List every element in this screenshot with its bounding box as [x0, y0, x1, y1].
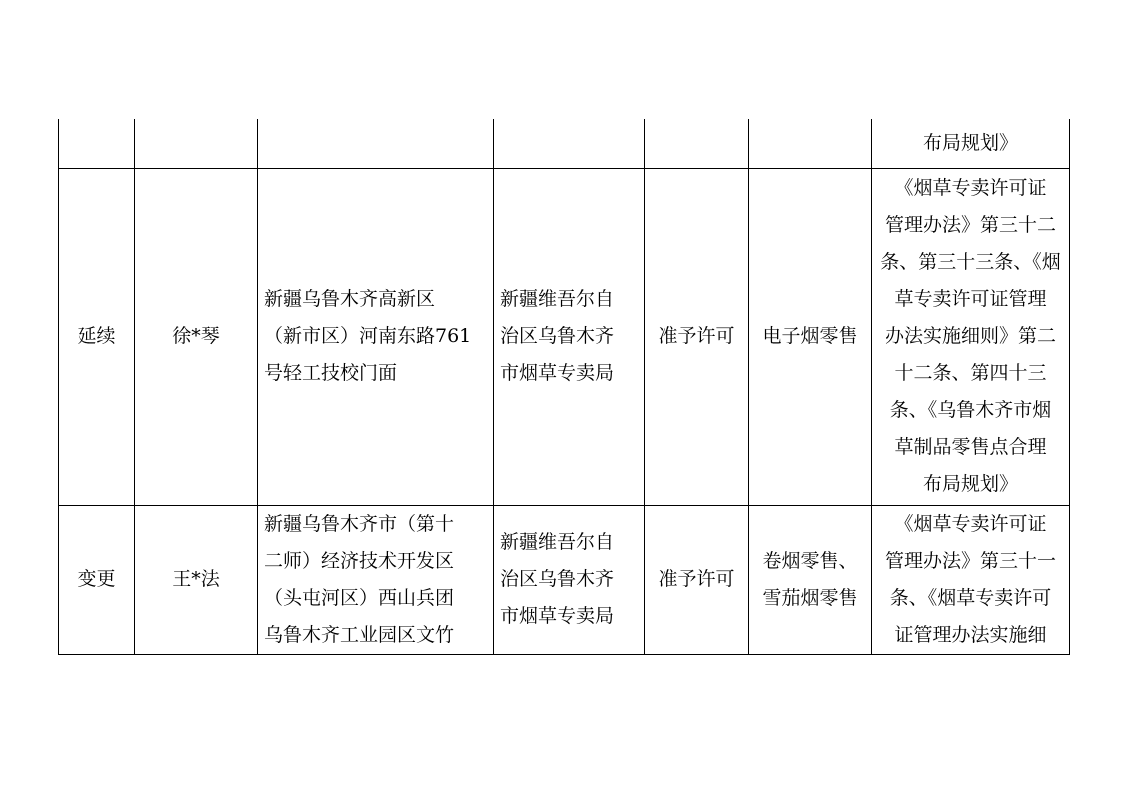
- cell-address: 新疆乌鲁木齐高新区 （新市区）河南东路761 号轻工技校门面: [258, 168, 494, 505]
- cell-basis: 布局规划》: [872, 119, 1070, 168]
- cell-basis: 《烟草专卖许可证 管理办法》第三十一 条、《烟草专卖许可 证管理办法实施细: [872, 505, 1070, 654]
- cell-authority: 新疆维吾尔自 治区乌鲁木齐 市烟草专卖局: [494, 505, 645, 654]
- cell-authority: [494, 119, 645, 168]
- cell-type: [59, 119, 135, 168]
- license-table: [58, 119, 1070, 655]
- cell-decision: 准予许可: [645, 505, 749, 654]
- cell-scope: [749, 119, 872, 168]
- cell-scope: 卷烟零售、 雪茄烟零售: [749, 505, 872, 654]
- cell-name: [135, 119, 258, 168]
- table-row: [59, 168, 1070, 505]
- cell-decision: 准予许可: [645, 168, 749, 505]
- cell-name: 徐*琴: [135, 168, 258, 505]
- cell-name: 王*法: [135, 505, 258, 654]
- table-row: [59, 119, 1070, 168]
- cell-type: 变更: [59, 505, 135, 654]
- cell-decision: [645, 119, 749, 168]
- cell-scope: 电子烟零售: [749, 168, 872, 505]
- cell-authority: 新疆维吾尔自 治区乌鲁木齐 市烟草专卖局: [494, 168, 645, 505]
- table-row: [59, 505, 1070, 654]
- cell-type: 延续: [59, 168, 135, 505]
- cell-basis: 《烟草专卖许可证 管理办法》第三十二 条、第三十三条、《烟 草专卖许可证管理 办法实施细则》第二 十二条、第四十三 条、《乌鲁木齐市烟 草制品零售点合理 布局规划》: [872, 168, 1070, 505]
- cell-address: [258, 119, 494, 168]
- cell-address: 新疆乌鲁木齐市（第十 二师）经济技术开发区 （头屯河区）西山兵团 乌鲁木齐工业园区文竹: [258, 505, 494, 654]
